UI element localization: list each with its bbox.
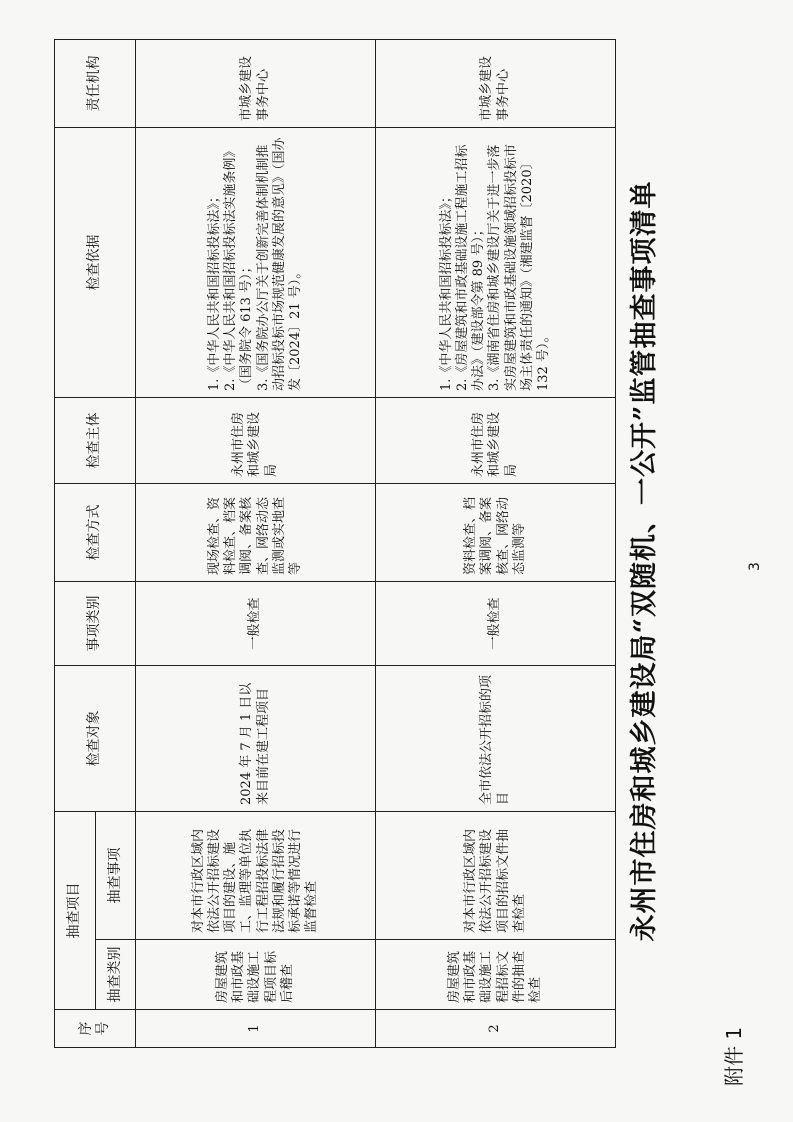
cell-method: 现场检查、资料检查、档案调阅、备案核查、网络动态监测或实地查等 xyxy=(136,484,376,582)
page-number: 3 xyxy=(747,562,763,571)
basis-line: 2.《房屋建筑和市政基础设施工程施工招标办法》（建设部令第 89 号）； xyxy=(454,144,487,391)
basis-line: 1.《中华人民共和国招标投标法》； xyxy=(206,190,222,391)
cell-type: 一般检查 xyxy=(136,582,376,666)
cell-matter: 对本市行政区域内依法公开招标建设项目的招标文件抽查检查 xyxy=(376,812,616,940)
cell-matter: 对本市行政区域内依法公开招标建设项目的建设、施工、监理等单位执行工程招投标法律法规和履行招标投标承诺等情况进行监督检查 xyxy=(136,812,376,940)
header-responsible-org: 责任机构 xyxy=(55,40,136,128)
basis-line: 3.《湖南省住房和城乡建设厅关于进一步落实房屋建筑和市政基础设施领域招标投标市场主体责任的通知》（湘建监督〔2020〕132 号）。 xyxy=(487,143,552,391)
cell-object: 2024 年 7 月 1 日以来目前在建工程项目 xyxy=(136,666,376,812)
cell-basis xyxy=(136,128,376,398)
attachment-label: 附件 1 xyxy=(722,1026,746,1086)
basis-line: 1.《中华人民共和国招标投标法》； xyxy=(438,190,454,391)
cell-seq: 2 xyxy=(376,1010,616,1048)
header-check-object: 检查对象 xyxy=(55,666,136,812)
cell-type: 一般检查 xyxy=(376,582,616,666)
header-check-item-group: 抽查项目 xyxy=(55,812,96,1010)
header-row-1 xyxy=(55,40,96,1048)
cell-category: 房屋建筑和市政基础设施工程项目标后稽查 xyxy=(136,940,376,1010)
page-title: 永州市住房和城乡建设局“双随机、一公开”监管抽查事项清单 xyxy=(629,180,660,942)
basis-line: 2.《中华人民共和国招标投标法实施条例》（国务院令 613 号）； xyxy=(223,144,255,391)
table-row xyxy=(376,40,616,1048)
cell-object: 全市依法公开招标的项目 xyxy=(376,666,616,812)
header-matter-type: 事项类别 xyxy=(55,582,136,666)
cell-org: 市城乡建设事务中心 xyxy=(136,40,376,128)
header-check-category: 抽查类别 xyxy=(95,940,136,1010)
cell-basis xyxy=(376,128,616,398)
header-check-matter: 抽查事项 xyxy=(95,812,136,940)
header-check-subject: 检查主体 xyxy=(55,398,136,484)
cell-method: 资料检查、档案调阅、备案核查、网络动态监测等 xyxy=(376,484,616,582)
header-check-basis: 检查依据 xyxy=(55,128,136,398)
cell-org: 市城乡建设事务中心 xyxy=(376,40,616,128)
inspection-table xyxy=(54,39,616,1048)
header-seq: 序号 xyxy=(55,1010,136,1048)
cell-subject: 永州市住房和城乡建设局 xyxy=(376,398,616,484)
cell-seq: 1 xyxy=(136,1010,376,1048)
header-check-method: 检查方式 xyxy=(55,484,136,582)
basis-line: 3.《国务院办公厅关于创新完善体制机制推动招标投标市场规范健康发展的意见》（国办发〔2024〕21 号）。 xyxy=(255,137,303,391)
cell-subject: 永州市住房和城乡建设局 xyxy=(136,398,376,484)
cell-category: 房屋建筑和市政基础设施工程招标文件的抽查检查 xyxy=(376,940,616,1010)
table-row xyxy=(136,40,376,1048)
